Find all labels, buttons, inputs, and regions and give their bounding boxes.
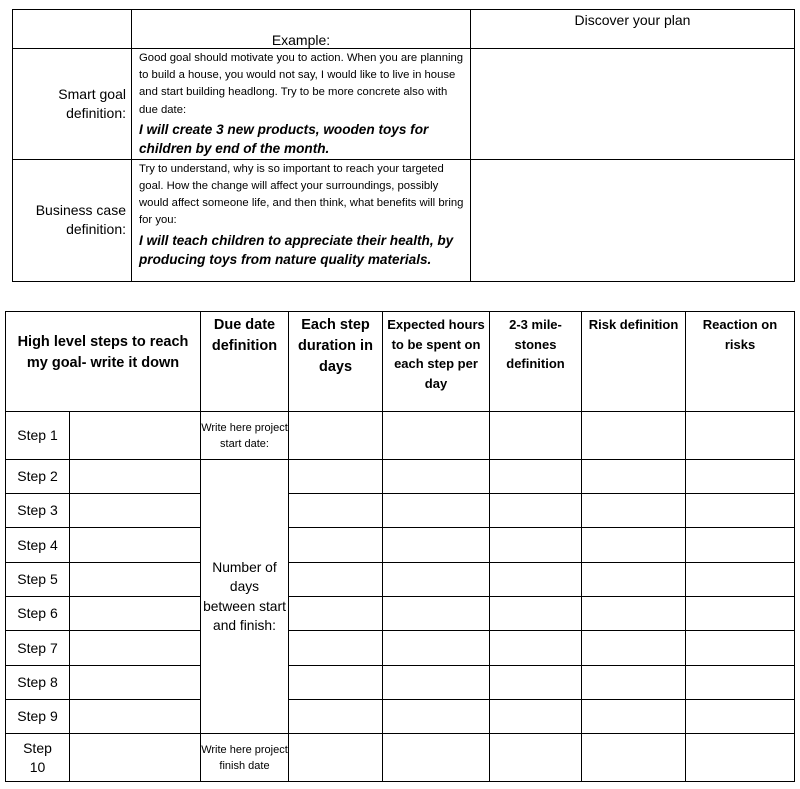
risk-input[interactable] xyxy=(582,528,686,563)
hours-input[interactable] xyxy=(383,412,490,460)
business-case-example: Try to understand, why is so important to reach your targeted goal. How the change will affect your surroundings, possibly would affect someone life, and then think, what benefits will bring for you: I will teach children to appreciate their health, by producing toys from nature quality materials. xyxy=(132,159,471,281)
step-label: Step 5 xyxy=(6,563,70,597)
table-row xyxy=(6,563,795,597)
step-label: Step 6 xyxy=(6,597,70,631)
reaction-input[interactable] xyxy=(686,494,795,528)
table-row xyxy=(6,528,795,563)
goal-definition-table xyxy=(12,9,795,282)
reaction-input[interactable] xyxy=(686,734,795,782)
table-row xyxy=(6,666,795,700)
step-plan-table xyxy=(5,311,795,782)
step-input[interactable] xyxy=(70,563,201,597)
business-case-label: Business case definition: xyxy=(13,159,132,281)
header-hours: Expected hours to be spent on each step per day xyxy=(383,312,490,412)
duration-input[interactable] xyxy=(289,460,383,494)
step-input[interactable] xyxy=(70,666,201,700)
business-case-row xyxy=(13,159,795,281)
step-input[interactable] xyxy=(70,631,201,666)
example-header: Example: xyxy=(132,10,471,49)
step-label: Step 1 xyxy=(6,412,70,460)
step-input[interactable] xyxy=(70,528,201,563)
milestones-input[interactable] xyxy=(490,412,582,460)
step-label: Step 4 xyxy=(6,528,70,563)
duration-input[interactable] xyxy=(289,494,383,528)
risk-input[interactable] xyxy=(582,597,686,631)
milestones-input[interactable] xyxy=(490,631,582,666)
step-label: Step 8 xyxy=(6,666,70,700)
hours-input[interactable] xyxy=(383,734,490,782)
step-input[interactable] xyxy=(70,700,201,734)
risk-input[interactable] xyxy=(582,460,686,494)
hours-input[interactable] xyxy=(383,494,490,528)
duration-input[interactable] xyxy=(289,700,383,734)
risk-input[interactable] xyxy=(582,563,686,597)
step-input[interactable] xyxy=(70,734,201,782)
hours-input[interactable] xyxy=(383,597,490,631)
smart-goal-example: Good goal should motivate you to action. When you are planning to build a house, you would not say, I would like to live in house and start building headlong. Try to be more concrete also with due date: I will create 3 new products, wooden toys for children by end of the month. xyxy=(132,49,471,160)
step-label: Step 3 xyxy=(6,494,70,528)
days-between-note[interactable]: Number of days between start and finish: xyxy=(201,460,289,734)
milestones-input[interactable] xyxy=(490,460,582,494)
business-case-example-bold: I will teach children to appreciate their health, by producing toys from nature quality materials. xyxy=(139,232,454,268)
hours-input[interactable] xyxy=(383,528,490,563)
table-row xyxy=(6,700,795,734)
risk-input[interactable] xyxy=(582,666,686,700)
header-steps: High level steps to reach my goal- write it down xyxy=(6,312,201,412)
risk-input[interactable] xyxy=(582,700,686,734)
duration-input[interactable] xyxy=(289,563,383,597)
step-input[interactable] xyxy=(70,460,201,494)
reaction-input[interactable] xyxy=(686,412,795,460)
risk-input[interactable] xyxy=(582,631,686,666)
hours-input[interactable] xyxy=(383,631,490,666)
step-label: Step 2 xyxy=(6,460,70,494)
discover-plan-header: Discover your plan xyxy=(471,10,795,49)
hours-input[interactable] xyxy=(383,460,490,494)
risk-input[interactable] xyxy=(582,734,686,782)
reaction-input[interactable] xyxy=(686,631,795,666)
finish-date-note[interactable]: Write here project finish date xyxy=(201,734,289,782)
header-reaction: Reaction on risks xyxy=(686,312,795,412)
step-label: Step 10 xyxy=(6,734,70,782)
reaction-input[interactable] xyxy=(686,528,795,563)
risk-input[interactable] xyxy=(582,412,686,460)
risk-input[interactable] xyxy=(582,494,686,528)
milestones-input[interactable] xyxy=(490,597,582,631)
hours-input[interactable] xyxy=(383,563,490,597)
step-label: Step 9 xyxy=(6,700,70,734)
top-corner-cell xyxy=(13,10,132,49)
duration-input[interactable] xyxy=(289,597,383,631)
duration-input[interactable] xyxy=(289,734,383,782)
table-row xyxy=(6,494,795,528)
smart-goal-label: Smart goal definition: xyxy=(13,49,132,160)
duration-input[interactable] xyxy=(289,412,383,460)
header-duration: Each step duration in days xyxy=(289,312,383,412)
duration-input[interactable] xyxy=(289,666,383,700)
reaction-input[interactable] xyxy=(686,460,795,494)
step-input[interactable] xyxy=(70,494,201,528)
milestones-input[interactable] xyxy=(490,700,582,734)
smart-goal-row xyxy=(13,49,795,160)
header-milestones: 2-3 mile-stones definition xyxy=(490,312,582,412)
business-case-plan-input[interactable] xyxy=(471,159,795,281)
table-row xyxy=(6,631,795,666)
hours-input[interactable] xyxy=(383,666,490,700)
reaction-input[interactable] xyxy=(686,563,795,597)
duration-input[interactable] xyxy=(289,631,383,666)
header-due-date: Due date definition xyxy=(201,312,289,412)
reaction-input[interactable] xyxy=(686,597,795,631)
table-row xyxy=(6,597,795,631)
table-row xyxy=(6,412,795,460)
duration-input[interactable] xyxy=(289,528,383,563)
milestones-input[interactable] xyxy=(490,666,582,700)
hours-input[interactable] xyxy=(383,700,490,734)
step-label: Step 7 xyxy=(6,631,70,666)
header-risk: Risk definition xyxy=(582,312,686,412)
milestones-input[interactable] xyxy=(490,734,582,782)
smart-goal-plan-input[interactable] xyxy=(471,49,795,160)
milestones-input[interactable] xyxy=(490,494,582,528)
table-row xyxy=(6,734,795,782)
smart-goal-example-bold: I will create 3 new products, wooden toys for children by end of the month. xyxy=(139,121,429,157)
step-input[interactable] xyxy=(70,597,201,631)
milestones-input[interactable] xyxy=(490,563,582,597)
milestones-input[interactable] xyxy=(490,528,582,563)
start-date-note[interactable]: Write here project start date: xyxy=(201,412,289,460)
reaction-input[interactable] xyxy=(686,700,795,734)
step-input[interactable] xyxy=(70,412,201,460)
reaction-input[interactable] xyxy=(686,666,795,700)
table-row xyxy=(6,460,795,494)
